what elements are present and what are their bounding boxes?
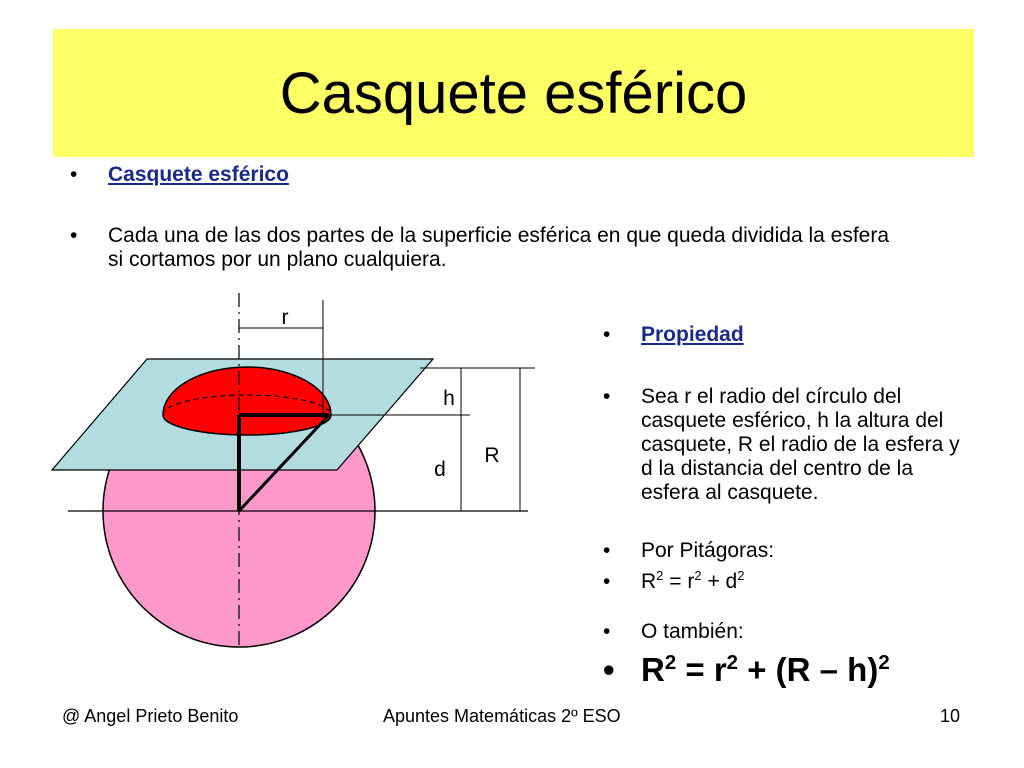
propiedad-heading: Propiedad <box>641 323 744 346</box>
bullet-dot: • <box>603 539 611 562</box>
bullet-equation-2 <box>603 651 1001 688</box>
label-R: R <box>484 444 500 467</box>
bullet-tambien <box>603 620 961 644</box>
tambien-text: O también: <box>641 620 744 643</box>
pitagoras-text: Por Pitágoras: <box>641 539 775 562</box>
definition-text: Cada una de las dos partes de la superficie esférica en que queda dividida la esfera si cortamos por un plano cualquiera. <box>108 224 890 271</box>
bullet-dot: • <box>70 163 78 186</box>
bullet-dot: • <box>603 385 611 408</box>
bullet-dot: • <box>603 323 611 346</box>
bullet-equation-1 <box>603 568 961 594</box>
footer-author: @ Angel Prieto Benito <box>62 706 239 726</box>
label-h: h <box>443 387 455 410</box>
label-d: d <box>434 458 446 481</box>
bullet-pitagoras <box>603 539 961 563</box>
subheading-casquete: Casquete esférico <box>108 163 289 186</box>
bullet-propiedad <box>603 323 971 347</box>
description-text: Sea r el radio del círculo del casquete esférico, h la altura del casquete, R el radio de la esfera y d la distancia del centro de la esfera al casquete. <box>641 385 960 504</box>
slide-title: Casquete esférico <box>279 60 748 126</box>
bullet-description <box>603 385 961 505</box>
sphere-cap-diagram <box>0 0 560 700</box>
bullet-dot: • <box>603 620 611 643</box>
footer-page-number: 10 <box>940 706 961 726</box>
bullet-dot: • <box>70 224 78 247</box>
bullet-dot: • <box>603 651 615 688</box>
label-r: r <box>281 306 289 329</box>
footer-course: Apuntes Matemáticas 2º ESO <box>383 706 621 726</box>
bullet-dot: • <box>603 570 611 593</box>
equation-1: $R^2 = r^2 + d^2$ <box>641 568 745 593</box>
equation-2: $R^2 = r^2 + (R - h)^2$ <box>641 651 890 688</box>
